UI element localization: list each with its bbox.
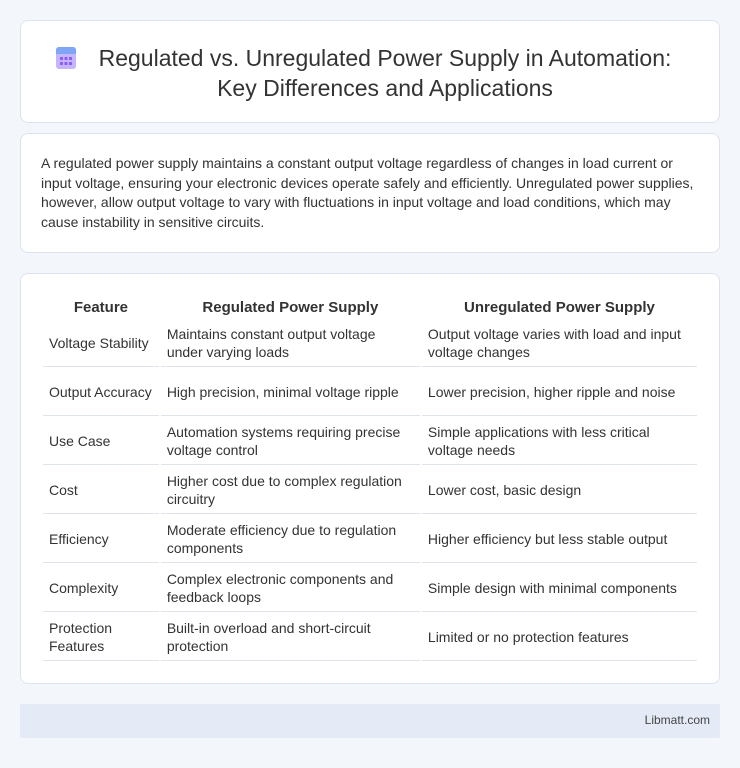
cell-regulated: Built-in overload and short-circuit protection [161, 614, 420, 661]
cell-feature: Efficiency [43, 516, 159, 563]
footer-site-link[interactable]: Libmatt.com [644, 713, 710, 727]
table-row [43, 516, 697, 563]
table-row [43, 614, 697, 661]
table-header-row [43, 296, 697, 318]
cell-feature: Voltage Stability [43, 320, 159, 367]
cell-feature: Complexity [43, 565, 159, 612]
cell-regulated: High precision, minimal voltage ripple [161, 369, 420, 416]
cell-unregulated: Simple design with minimal components [422, 565, 697, 612]
intro-paragraph: A regulated power supply maintains a constant output voltage regardless of changes in load current or input voltage, ensuring your electronic devices operate safely and efficiently. Unregulated power supplies, however, allow output voltage to vary with fluctuations in input voltage and load conditions, which may cause instability in sensitive circuits. [41, 155, 694, 230]
header-regulated: Regulated Power Supply [202, 298, 379, 316]
cell-unregulated: Output voltage varies with load and input voltage changes [422, 320, 697, 367]
comparison-card [20, 273, 720, 684]
header-feature: Feature [73, 298, 128, 316]
cell-regulated: Complex electronic components and feedback loops [161, 565, 420, 612]
cell-unregulated: Simple applications with less critical voltage needs [422, 418, 697, 465]
cell-unregulated: Limited or no protection features [422, 614, 697, 661]
cell-regulated: Automation systems requiring precise voltage control [161, 418, 420, 465]
cell-regulated: Moderate efficiency due to regulation components [161, 516, 420, 563]
table-row [43, 565, 697, 612]
cell-unregulated: Lower cost, basic design [422, 467, 697, 514]
table-row [43, 418, 697, 465]
cell-feature: Output Accuracy [43, 369, 159, 416]
table-row [43, 320, 697, 367]
title-card [20, 20, 720, 123]
cell-feature: Cost [43, 467, 159, 514]
table-row [43, 467, 697, 514]
comparison-table [41, 294, 699, 663]
header-unregulated: Unregulated Power Supply [464, 298, 655, 316]
cell-unregulated: Higher efficiency but less stable output [422, 516, 697, 563]
cell-feature: Use Case [43, 418, 159, 465]
intro-card [20, 133, 720, 253]
page-title: Regulated vs. Unregulated Power Supply in Automation: Key Differences and Applications [98, 45, 672, 101]
cell-unregulated: Lower precision, higher ripple and noise [422, 369, 697, 416]
table-row [43, 369, 697, 416]
footer [20, 704, 720, 738]
cell-regulated: Maintains constant output voltage under varying loads [161, 320, 420, 367]
cell-feature: Protection Features [43, 614, 159, 661]
cell-regulated: Higher cost due to complex regulation circuitry [161, 467, 420, 514]
